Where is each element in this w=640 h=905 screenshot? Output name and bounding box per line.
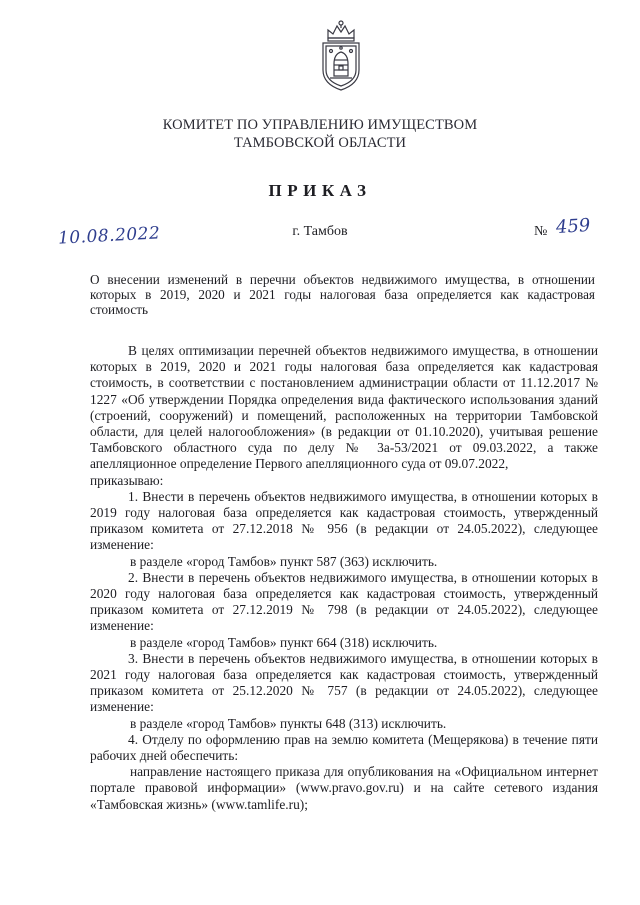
- org-line-1: КОМИТЕТ ПО УПРАВЛЕНИЮ ИМУЩЕСТВОМ: [162, 117, 478, 133]
- order-subject: О внесении изменений в перечни объектов недвижимого имущества, в отношении которых в 2019, 2020 и 2021 годы налоговая база определяется как кадастровая стоимость: [90, 272, 595, 317]
- order-word: приказываю:: [90, 472, 164, 488]
- item-3-subparagraph: в разделе «город Тамбов» пункты 648 (313) исключить.: [130, 715, 447, 731]
- organization-name: [0, 116, 640, 152]
- item-2-subparagraph: в разделе «город Тамбов» пункт 664 (318) исключить.: [130, 634, 438, 650]
- order-body: [90, 343, 598, 813]
- preamble-paragraph: В целях оптимизации перечней объектов недвижимого имущества, в отношении которых в 2019, 2020 и 2021 годы налоговая база определяется как кадастровая стоимость, в соответствии с постановлением администрации области от 11.12.2017 № 1227 «Об утверждении Порядка определения вида фактического использования зданий (строений, сооружений) и помещений, расположенных на территории Тамбовской области, для целей налогообложения» (в редакции от 01.10.2020), учитывая решение Тамбовского областного суда по делу № 3а-53/2021 от 09.03.2022, а также апелляционное определение Первого апелляционного суда от 09.07.2022,: [90, 343, 598, 472]
- handwritten-order-number: 459: [555, 214, 592, 239]
- order-number-label: №: [534, 224, 548, 239]
- item-4-subparagraph: направление настоящего приказа для опубликования на «Официальном интернет портале правовой информации» (www.pravo.gov.ru) и на сайте сетевого издания «Тамбовская жизнь» (www.tamlife.ru);: [90, 764, 598, 812]
- item-2-paragraph: 2. Внести в перечень объектов недвижимого имущества, в отношении которых в 2020 году налоговая база определяется как кадастровая стоимость, утвержденный приказом комитета от 27.12.2019 № 798 (в редакции от 24.05.2022), следующее изменение:: [90, 569, 598, 634]
- item-1-paragraph: 1. Внести в перечень объектов недвижимого имущества, в отношении которых в 2019 году налоговая база определяется как кадастровая стоимость, утвержденный приказом комитета от 27.12.2018 № 956 (в редакции от 24.05.2022), следующее изменение:: [90, 488, 598, 553]
- city-label: г. Тамбов: [292, 224, 348, 239]
- document-type-title: ПРИКАЗ: [268, 181, 372, 200]
- item-4-paragraph: 4. Отделу по оформлению прав на землю комитета (Мещерякова) в течение пяти рабочих дней обеспечить:: [90, 731, 598, 764]
- org-line-2: ТАМБОВСКОЙ ОБЛАСТИ: [233, 135, 407, 151]
- item-3-paragraph: 3. Внести в перечень объектов недвижимого имущества, в отношении которых в 2021 году налоговая база определяется как кадастровая стоимость, утвержденный приказом комитета от 25.12.2020 № 757 (в редакции от 24.05.2022), следующее изменение:: [90, 650, 598, 715]
- item-1-subparagraph: в разделе «город Тамбов» пункт 587 (363) исключить.: [130, 553, 438, 569]
- handwritten-date: 10.08.2022: [57, 223, 161, 249]
- coat-of-arms-emblem: [316, 18, 366, 94]
